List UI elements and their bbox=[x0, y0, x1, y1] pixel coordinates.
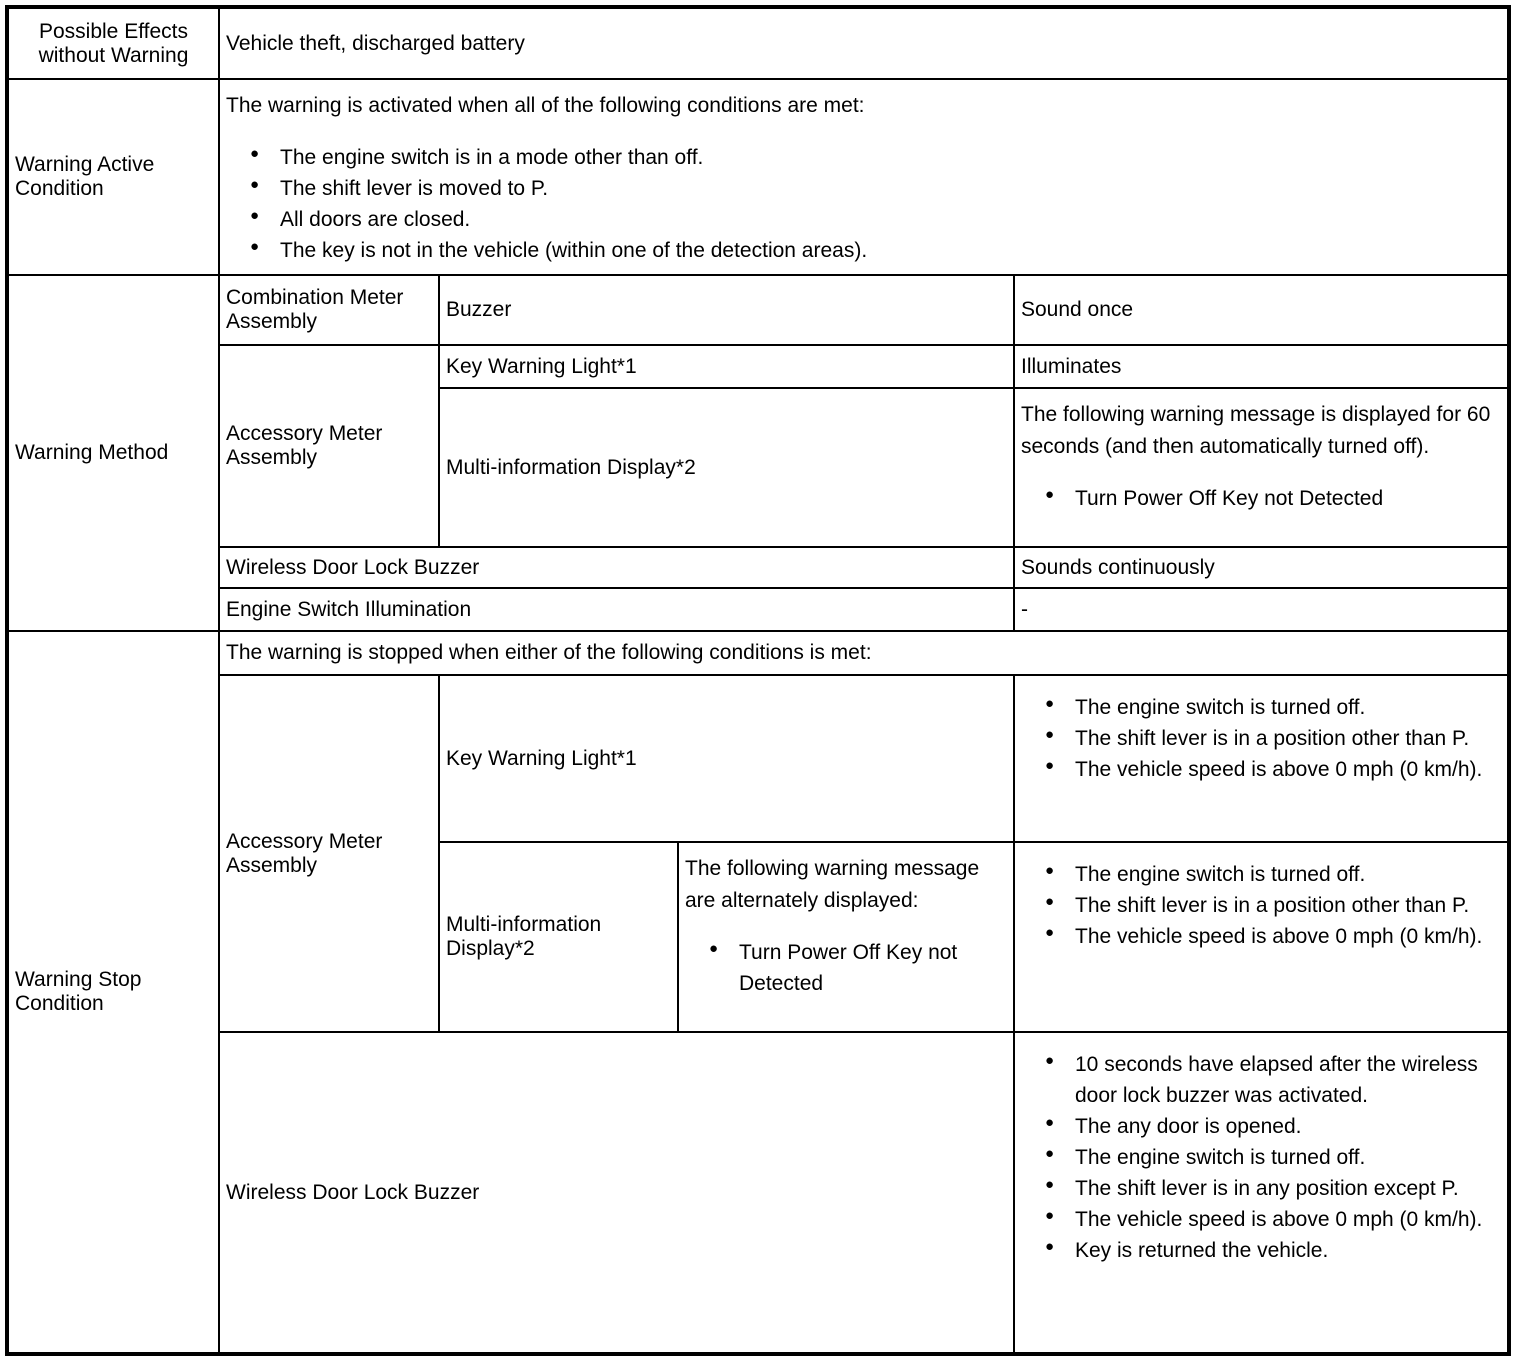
method-multi-info-behavior-intro: The following warning message is displayed for 60 seconds (and then automatically turned off). bbox=[1021, 403, 1491, 458]
row-method-key-warning-light bbox=[7, 345, 1509, 388]
warning-method-label: Warning Method bbox=[7, 275, 219, 631]
bullet-item: ● The engine switch is in a mode other than off. bbox=[248, 142, 1501, 173]
bullet-item: ● The key is not in the vehicle (within one of the detection areas). bbox=[248, 235, 1501, 266]
bullet-item: ● The any door is opened. bbox=[1043, 1111, 1501, 1142]
stop-key-warning-light-component: Key Warning Light*1 bbox=[439, 675, 1014, 842]
stop-multi-info-message bbox=[678, 842, 1014, 1032]
method-buzzer-component: Buzzer bbox=[439, 275, 1014, 345]
method-accessory-device: Accessory Meter Assembly bbox=[219, 345, 439, 547]
stop-accessory-device: Accessory Meter Assembly bbox=[219, 675, 439, 1032]
possible-effects-value: Vehicle theft, discharged battery bbox=[219, 7, 1509, 79]
bullet-item: ● The shift lever is moved to P. bbox=[248, 173, 1501, 204]
row-stop-intro bbox=[7, 631, 1509, 675]
method-key-warning-light-component: Key Warning Light*1 bbox=[439, 345, 1014, 388]
method-multi-info-behavior bbox=[1014, 388, 1509, 547]
possible-effects-label: Possible Effects without Warning bbox=[7, 7, 219, 79]
row-stop-wireless-buzzer bbox=[7, 1032, 1509, 1354]
stop-multi-info-component: Multi-information Display*2 bbox=[439, 842, 678, 1032]
method-engine-switch-device: Engine Switch Illumination bbox=[219, 588, 1014, 631]
method-multi-info-messages-list bbox=[1021, 483, 1501, 514]
stop-multi-info-conditions bbox=[1014, 842, 1509, 1032]
method-engine-switch-behavior: - bbox=[1014, 588, 1509, 631]
method-wireless-buzzer-behavior: Sounds continuously bbox=[1014, 547, 1509, 588]
method-key-warning-light-behavior: Illuminates bbox=[1014, 345, 1509, 388]
stop-key-warning-light-conditions-list bbox=[1021, 692, 1501, 785]
row-stop-key-warning-light bbox=[7, 675, 1509, 842]
bullet-item: ● 10 seconds have elapsed after the wireless door lock buzzer was activated. bbox=[1043, 1049, 1501, 1111]
bullet-item: ● Key is returned the vehicle. bbox=[1043, 1235, 1501, 1266]
warning-stop-intro: The warning is stopped when either of the following conditions is met: bbox=[219, 631, 1509, 675]
method-multi-info-component: Multi-information Display*2 bbox=[439, 388, 1014, 547]
stop-key-warning-light-conditions bbox=[1014, 675, 1509, 842]
method-wireless-buzzer-device: Wireless Door Lock Buzzer bbox=[219, 547, 1014, 588]
warning-active-label: Warning Active Condition bbox=[7, 79, 219, 275]
stop-wireless-buzzer-conditions bbox=[1014, 1032, 1509, 1354]
bullet-item: ● Turn Power Off Key not Detected bbox=[1043, 483, 1501, 514]
bullet-item: ● The vehicle speed is above 0 mph (0 km/h). bbox=[1043, 921, 1501, 952]
warning-spec-table bbox=[5, 5, 1511, 1356]
warning-active-intro: The warning is activated when all of the following conditions are met: bbox=[226, 94, 865, 117]
bullet-item: ● The vehicle speed is above 0 mph (0 km/h). bbox=[1043, 754, 1501, 785]
warning-active-content bbox=[219, 79, 1509, 275]
stop-multi-info-message-intro: The following warning message are alternately displayed: bbox=[685, 857, 980, 912]
warning-active-conditions-list bbox=[226, 142, 1501, 266]
bullet-item: ● The shift lever is in a position other than P. bbox=[1043, 890, 1501, 921]
bullet-item: ● The engine switch is turned off. bbox=[1043, 859, 1501, 890]
row-method-engine-switch bbox=[7, 588, 1509, 631]
bullet-item: ● Turn Power Off Key not Detected bbox=[707, 937, 1007, 999]
row-warning-active bbox=[7, 79, 1509, 275]
bullet-item: ● The shift lever is in a position other than P. bbox=[1043, 723, 1501, 754]
bullet-item: ● The vehicle speed is above 0 mph (0 km/h). bbox=[1043, 1204, 1501, 1235]
stop-multi-info-conditions-list bbox=[1021, 859, 1501, 952]
row-method-buzzer bbox=[7, 275, 1509, 345]
stop-wireless-buzzer-device: Wireless Door Lock Buzzer bbox=[219, 1032, 1014, 1354]
row-possible-effects bbox=[7, 7, 1509, 79]
warning-stop-label: Warning Stop Condition bbox=[7, 631, 219, 1354]
method-buzzer-device: Combination Meter Assembly bbox=[219, 275, 439, 345]
bullet-item: ● The engine switch is turned off. bbox=[1043, 692, 1501, 723]
bullet-item: ● All doors are closed. bbox=[248, 204, 1501, 235]
stop-multi-info-messages-list bbox=[685, 937, 1007, 999]
method-buzzer-behavior: Sound once bbox=[1014, 275, 1509, 345]
bullet-item: ● The engine switch is turned off. bbox=[1043, 1142, 1501, 1173]
stop-wireless-buzzer-conditions-list bbox=[1021, 1049, 1501, 1267]
row-method-wireless-buzzer bbox=[7, 547, 1509, 588]
bullet-item: ● The shift lever is in any position except P. bbox=[1043, 1173, 1501, 1204]
